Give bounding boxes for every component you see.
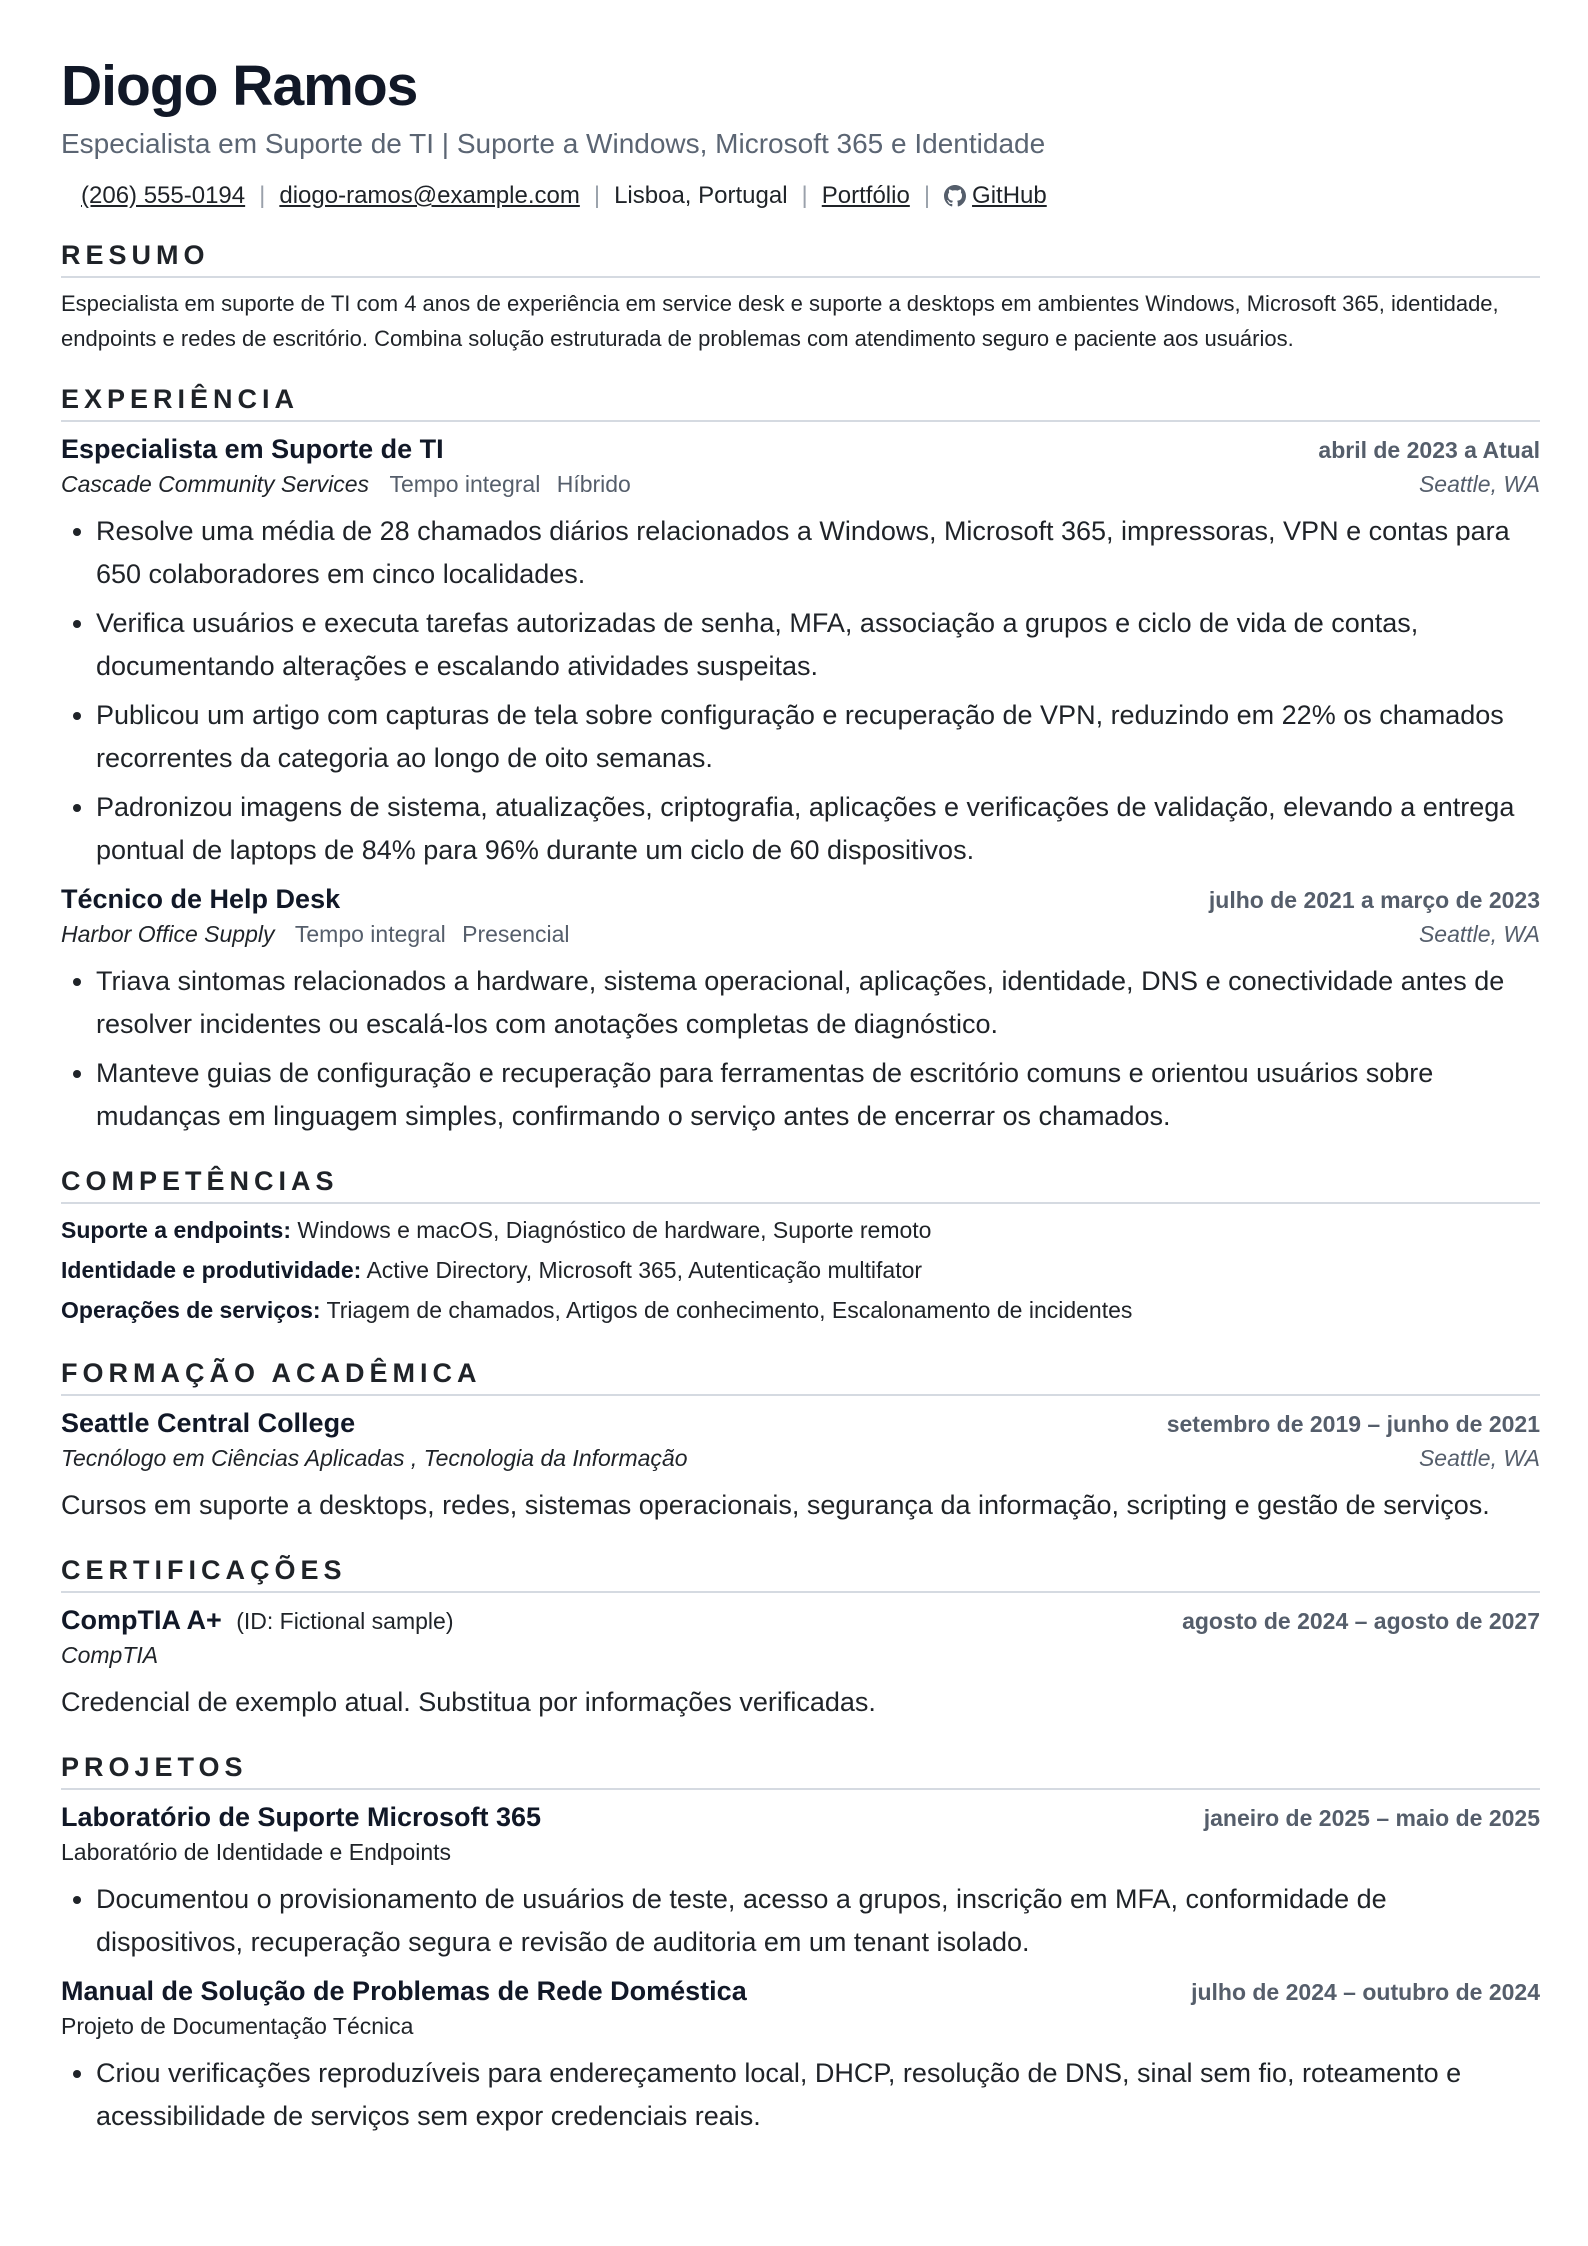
project-entry <box>61 1802 1540 1964</box>
bullet-item: • Triava sintomas relacionados a hardware, sistema operacional, aplicações, identidade, DNS e conectividade antes de resolver incidentes ou escalá-los com anotações completas de diagnóstico. <box>96 960 1540 1046</box>
job-location: Seattle, WA <box>1418 471 1540 497</box>
skill-value: Triagem de chamados, Artigos de conhecimento, Escalonamento de incidentes <box>326 1297 1133 1323</box>
job-dates: abril de 2023 a Atual <box>1318 437 1540 463</box>
project-dates: julho de 2024 – outubro de 2024 <box>1191 1979 1540 2005</box>
skills-heading: COMPETÊNCIAS <box>61 1164 1540 1204</box>
experience-entry <box>61 434 1540 872</box>
employment-type: Tempo integral <box>389 471 541 497</box>
skill-row <box>61 1210 1540 1250</box>
contact-bar <box>61 180 1540 212</box>
experience-entry <box>61 884 1540 1138</box>
work-mode: Híbrido <box>556 471 631 497</box>
skill-value: Windows e macOS, Diagnóstico de hardware, Suporte remoto <box>297 1217 932 1243</box>
job-bullets <box>61 510 1540 872</box>
skill-row <box>61 1290 1540 1330</box>
github-link-wrapper[interactable] <box>944 180 1047 212</box>
location-text: Lisboa, Portugal <box>614 182 788 209</box>
skill-label: Suporte a endpoints: <box>61 1217 291 1243</box>
skills-list <box>61 1210 1540 1330</box>
contact-separator: | <box>593 182 601 209</box>
education-entry <box>61 1408 1540 1527</box>
skill-value: Active Directory, Microsoft 365, Autenticação multifator <box>366 1257 923 1283</box>
skill-label: Operações de serviços: <box>61 1297 321 1323</box>
education-heading: FORMAÇÃO ACADÊMICA <box>61 1356 1540 1396</box>
project-dates: janeiro de 2025 – maio de 2025 <box>1203 1805 1540 1831</box>
project-title: Manual de Solução de Problemas de Rede Doméstica <box>61 1976 747 2006</box>
project-bullets <box>61 2052 1540 2138</box>
phone-link[interactable]: (206) 555-0194 <box>81 182 246 209</box>
bullet-item: • Publicou um artigo com capturas de tela sobre configuração e recuperação de VPN, reduzindo em 22% os chamados recorrentes da categoria ao longo de oito semanas. <box>96 694 1540 780</box>
job-title: Especialista em Suporte de TI <box>61 434 444 464</box>
bullet-item: • Criou verificações reproduzíveis para endereçamento local, DHCP, resolução de DNS, sinal sem fio, roteamento e acessibilidade de serviços sem expor credenciais reais. <box>96 2052 1540 2138</box>
certification-description: Credencial de exemplo atual. Substitua por informações verificadas. <box>61 1687 876 1717</box>
bullet-item: • Documentou o provisionamento de usuários de teste, acesso a grupos, inscrição em MFA, conformidade de dispositivos, recuperação segura e revisão de auditoria em um tenant isolado. <box>96 1878 1540 1964</box>
school-name: Seattle Central College <box>61 1408 356 1438</box>
bullet-item: • Resolve uma média de 28 chamados diários relacionados a Windows, Microsoft 365, impressoras, VPN e contas para 650 colaboradores em cinco localidades. <box>96 510 1540 596</box>
certification-name: CompTIA A+ <box>61 1605 222 1635</box>
project-subtitle: Laboratório de Identidade e Endpoints <box>61 1839 452 1865</box>
certifications-heading: CERTIFICAÇÕES <box>61 1553 1540 1593</box>
education-dates: setembro de 2019 – junho de 2021 <box>1166 1411 1540 1437</box>
github-link[interactable]: GitHub <box>972 182 1047 209</box>
skill-label: Identidade e produtividade: <box>61 1257 362 1283</box>
skill-row <box>61 1250 1540 1290</box>
candidate-name: Diogo Ramos <box>61 54 418 118</box>
employment-type: Tempo integral <box>294 921 446 947</box>
candidate-headline: Especialista em Suporte de TI | Suporte a Windows, Microsoft 365 e Identidade <box>61 128 1046 159</box>
contact-separator: | <box>801 182 808 209</box>
job-dates: julho de 2021 a março de 2023 <box>1208 887 1540 913</box>
portfolio-link[interactable]: Portfólio <box>821 182 910 209</box>
contact-separator: | <box>259 182 266 209</box>
work-mode: Presencial <box>462 921 570 947</box>
bullet-item: • Padronizou imagens de sistema, atualizações, criptografia, aplicações e verificações de validação, elevando a entrega pontual de laptops de 84% para 96% durante um ciclo de 60 dispositivos. <box>96 786 1540 872</box>
education-description: Cursos em suporte a desktops, redes, sistemas operacionais, segurança da informação, scripting e gestão de serviços. <box>61 1490 1490 1520</box>
project-subtitle: Projeto de Documentação Técnica <box>61 2013 414 2039</box>
project-entry <box>61 1976 1540 2138</box>
job-title: Técnico de Help Desk <box>61 884 341 914</box>
summary-text: Especialista em suporte de TI com 4 anos de experiência em service desk e suporte a desktops em ambientes Windows, Microsoft 365, identidade, endpoints e redes de escritório. Combina solução estruturada de problemas com atendimento seguro e paciente aos usuários. <box>61 291 1499 351</box>
employer-name: Cascade Community Services <box>61 471 370 497</box>
job-location: Seattle, WA <box>1418 921 1540 947</box>
job-bullets <box>61 960 1540 1138</box>
summary-heading: RESUMO <box>61 238 1540 278</box>
bullet-item: • Verifica usuários e executa tarefas autorizadas de senha, MFA, associação a grupos e ciclo de vida de contas, documentando alterações e escalando atividades suspeitas. <box>96 602 1540 688</box>
school-location: Seattle, WA <box>1418 1445 1540 1471</box>
bullet-item: • Manteve guias de configuração e recuperação para ferramentas de escritório comuns e orientou usuários sobre mudanças em linguagem simples, confirmando o serviço antes de encerrar os chamados. <box>96 1052 1540 1138</box>
certification-issuer: CompTIA <box>61 1642 159 1668</box>
email-link[interactable]: diogo-ramos@example.com <box>279 182 580 209</box>
certification-entry <box>61 1605 1540 1724</box>
project-bullets <box>61 1878 1540 1964</box>
projects-heading: PROJETOS <box>61 1750 1540 1790</box>
degree-name: Tecnólogo em Ciências Aplicadas , Tecnologia da Informação <box>61 1445 688 1471</box>
certification-dates: agosto de 2024 – agosto de 2027 <box>1182 1608 1540 1634</box>
project-title: Laboratório de Suporte Microsoft 365 <box>61 1802 542 1832</box>
employer-name: Harbor Office Supply <box>61 921 275 947</box>
github-icon <box>944 185 966 207</box>
contact-separator: | <box>923 182 931 209</box>
credential-id: (ID: Fictional sample) <box>236 1608 454 1634</box>
experience-heading: EXPERIÊNCIA <box>61 382 1540 422</box>
